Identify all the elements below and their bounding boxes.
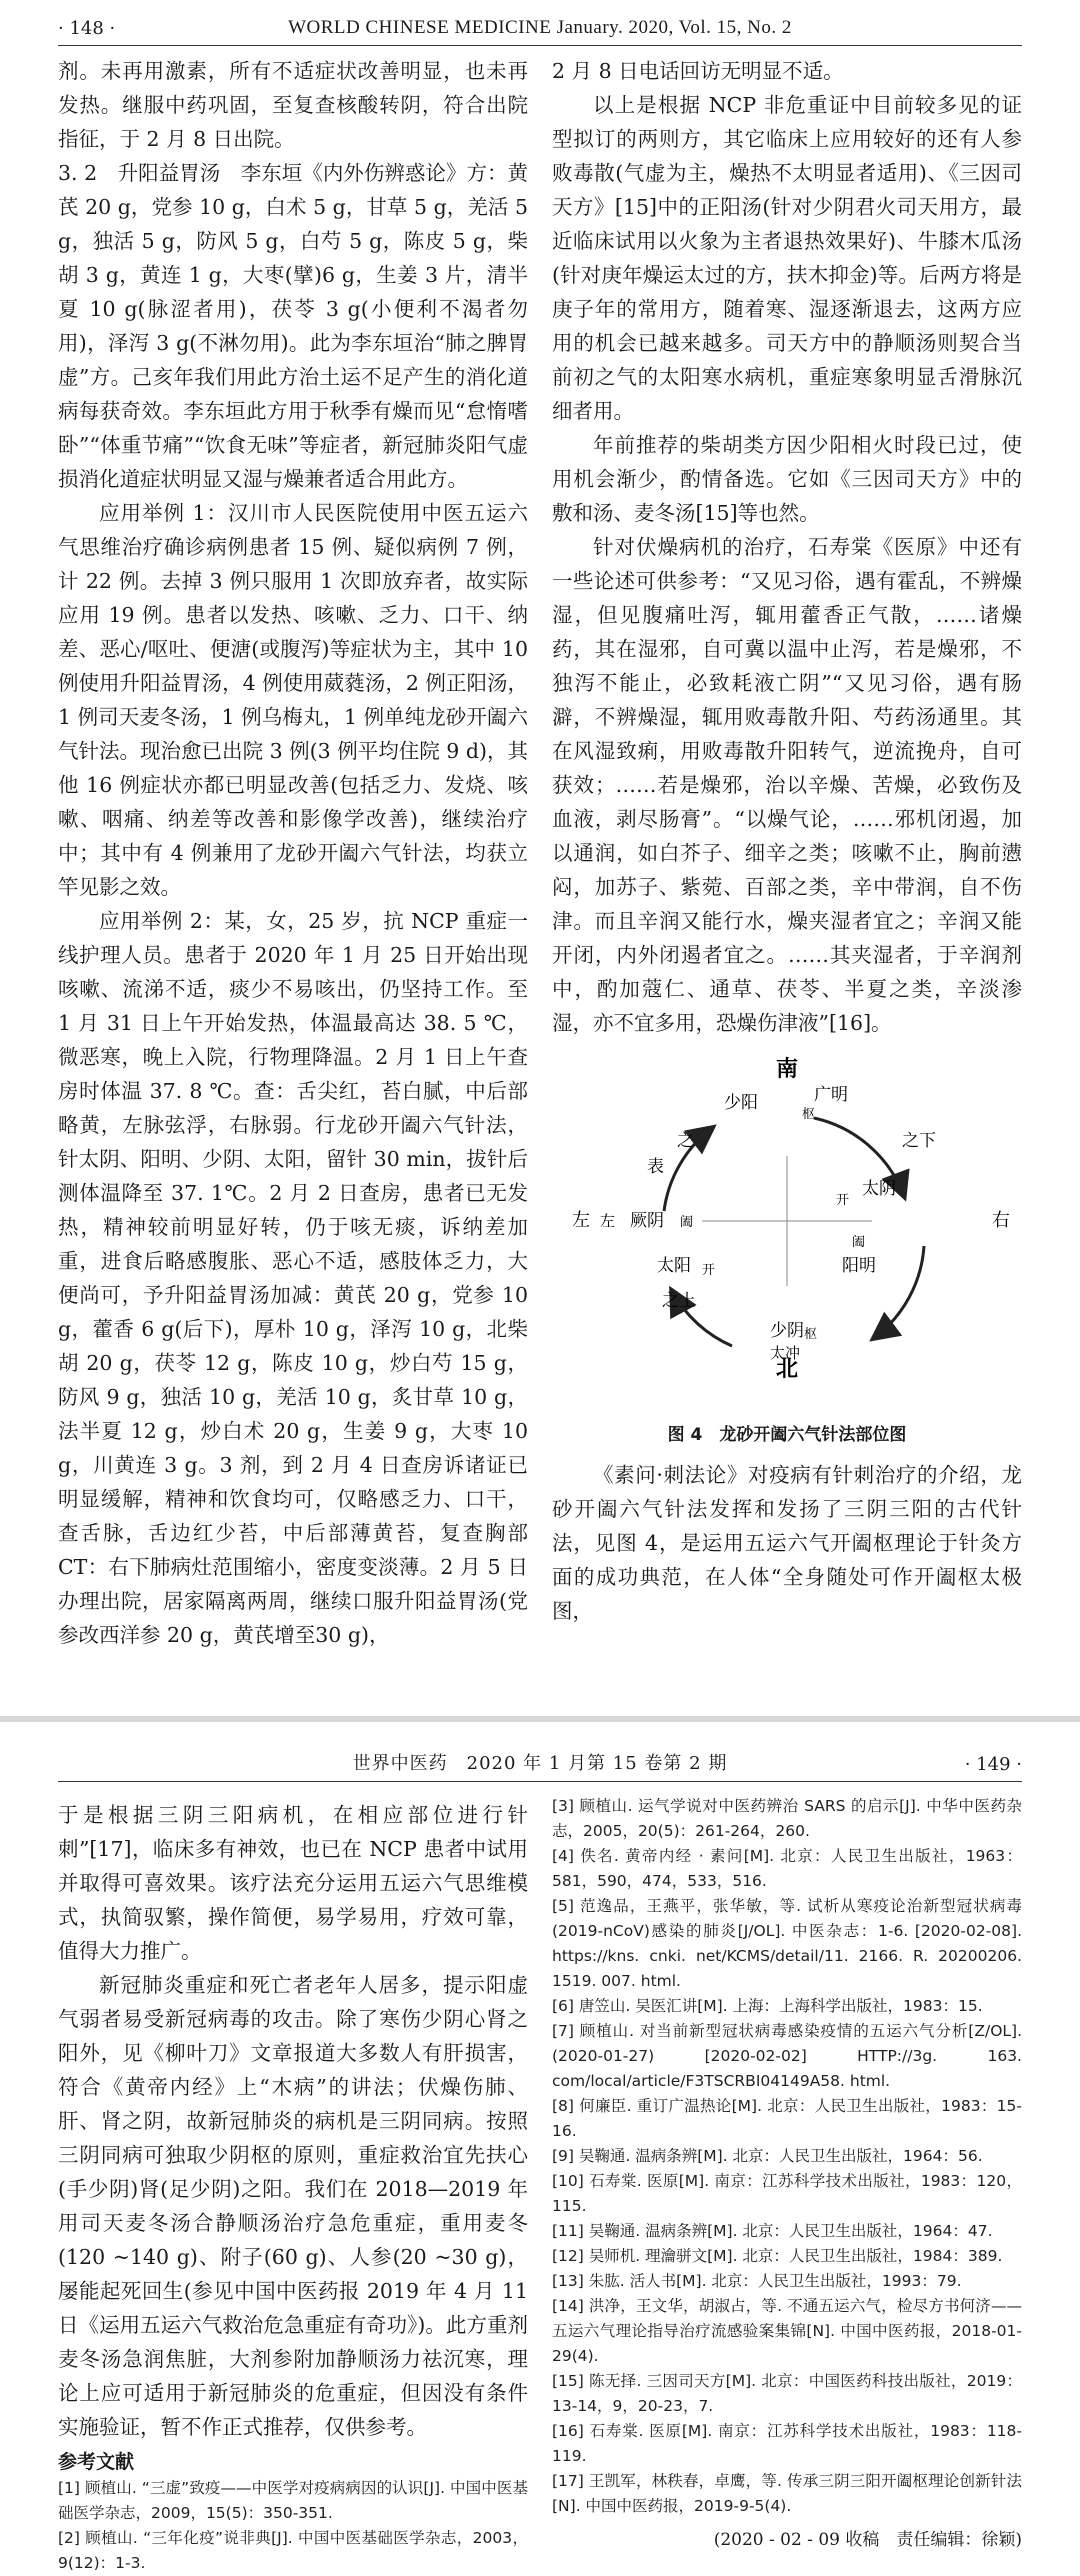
left-label: 左 bbox=[572, 1210, 590, 1231]
biao-label: 表 bbox=[647, 1157, 664, 1177]
reference-item: [11] 吴鞠通. 温病条辨[M]. 北京：人民卫生出版社，1964：47. bbox=[552, 2222, 993, 2240]
reference-item: [17] 王凯军，林秩春，卓鹰，等. 传承三阴三阳开阖枢理论创新针法[N]. 中国中医药报，2019-9-5(4). bbox=[552, 2472, 1022, 2515]
reference-item: [15] 陈无择. 三因司天方[M]. 北京：中国医药科技出版社，2019：13-14，9，20-23，7. bbox=[552, 2372, 1022, 2415]
left-column bbox=[58, 54, 528, 1652]
zhi-shang: 之上 bbox=[662, 1291, 696, 1311]
zhi-label: 之 bbox=[677, 1131, 694, 1151]
page-header bbox=[58, 8, 1022, 46]
paragraph: 新冠肺炎重症和死亡者老年人居多，提示阳虚气弱者易受新冠病毒的攻击。除了寒伤少阴心肾之阳外，见《柳叶刀》文章报道大多数人有肝损害，符合《黄帝内经》上“木病”的讲法；伏燥伤肺、肝、肾之阴，故新冠肺炎的病机是三阴同病。按照三阴同病可独取少阴枢的原则，重症救治宜先扶心(手少阴)肾(足少阴)之阳。我们在 2018—2019 年用司天麦冬汤合静顺汤治疗急危重症，重用麦冬(120 ~140 g)、附子(60 g)、人参(20 ~30 g)，屡能起死回生(参见中国中医药报 2019 年 4 月 11 日《运用五运六气救治危急重症有奇功》)。此方重剂麦冬汤急润焦脏，大剂参附加静顺汤力祛沉寒，理论上应可适用于新冠肺炎的危重症，但因没有条件实施验证，暂不作正式推荐，仅供参考。 bbox=[58, 1973, 528, 2439]
right-label: 右 bbox=[992, 1210, 1010, 1231]
journal-title-cn: 世界中医药 2020 年 1 月第 15 卷第 2 期 bbox=[352, 1753, 728, 1774]
paragraph: 年前推荐的柴胡类方因少阳相火时段已过，使用机会渐少，酌情备选。它如《三因司天方》中的敷和汤、麦冬汤[15]等也然。 bbox=[552, 433, 1022, 525]
paragraph: 以上是根据 NCP 非危重证中目前较多见的证型拟订的两则方，其它临床上应用较好的还有人参败毒散(气虚为主，燥热不太明显者适用)、《三因司天方》[15]中的正阳汤(针对少阴君火司天用方，最近临床试用以火象为主者退热效果好)、牛膝木瓜汤(针对庚年燥运太过的方，扶木抑金)等。后两方将是庚子年的常用方，随着寒、湿逐渐退去，这两方应用的机会已越来越多。司天方中的静顺汤则契合当前初之气的太阳寒水病机，重症寒象明显舌滑脉沉细者用。 bbox=[552, 93, 1022, 423]
figure-4 bbox=[552, 1046, 1022, 1416]
reference-item: [16] 石寿棠. 医原[M]. 南京：江苏科学技术出版社，1983：118-119. bbox=[552, 2422, 1022, 2465]
kaihe-diagram bbox=[552, 1046, 1022, 1386]
taichong: 太冲 bbox=[770, 1344, 801, 1362]
left-column bbox=[58, 1798, 528, 2576]
page-number: · 149 · bbox=[964, 1754, 1022, 1775]
paragraph: 针对伏燥病机的治疗，石寿棠《医原》中还有一些论述可供参考：“又见习俗，遇有霍乱，不辨燥湿，但见腹痛吐泻，辄用藿香正气散，……诸燥药，其在湿邪，自可冀以温中止泻，若是燥邪，不独泻不能止，必致耗液亡阴”“又见习俗，遇有肠澼，不辨燥湿，辄用败毒散升阳、芍药汤通里。其在风湿致痢，用败毒散升阳转气，逆流挽舟，自可获效；……若是燥邪，治以辛燥、苦燥，必致伤及血液，剥尽肠膏”。“以燥气论，……邪机闭遏，加以通润，如白芥子、细辛之类；咳嗽不止，胸前懑闷，加苏子、紫菀、百部之类，辛中带润，自不伤津。而且辛润又能行水，燥夹湿者宜之；辛润又能开闭，内外闭遏者宜之。……其夹湿者，于辛润剂中，酌加蔻仁、通草、茯苓、半夏之类，辛淡渗湿，亦不宜多用，恐燥伤津液”[16]。 bbox=[552, 535, 1022, 1035]
kai-left: 开 bbox=[702, 1263, 716, 1278]
paragraph: 于是根据三阴三阳病机，在相应部位进行针刺”[17]，临床多有神效，也已在 NCP 患者中试用并取得可喜效果。该疗法充分运用五运六气思维模式，执简驭繁，操作简便，易学易用，疗效可靠，值得大力推广。 bbox=[58, 1803, 528, 1963]
shaoyang: 少阳 bbox=[724, 1093, 758, 1113]
shu-bottom: 枢 bbox=[804, 1327, 818, 1342]
shu-top: 枢 bbox=[802, 1107, 816, 1122]
arrow-arc bbox=[874, 1246, 924, 1338]
he-left: 阖 bbox=[680, 1215, 694, 1230]
he-right: 阖 bbox=[852, 1235, 866, 1250]
taiyang: 太阳 bbox=[657, 1256, 691, 1276]
south-label: 北 bbox=[775, 1357, 799, 1382]
references-heading: 参考文献 bbox=[58, 2451, 135, 2473]
paragraph: 《素问·刺法论》对疫病有针刺治疗的介绍，龙砂开阖六气针法发挥和发扬了三阴三阳的古代针法，见图 4，是运用五运六气开阖枢理论于针灸方面的成功典范，在人体“全身随处可作开阖枢太极图， bbox=[552, 1463, 1022, 1623]
reference-item: [4] 佚名. 黄帝内经 · 素问[M]. 北京：人民卫生出版社，1963：581，590，474，533，516. bbox=[552, 1847, 1022, 1890]
guangming: 广明 bbox=[814, 1085, 848, 1105]
right-column bbox=[552, 1794, 1022, 2555]
reference-item: [12] 吴师机. 理瀹骈文[M]. 北京：人民卫生出版社，1984：389. bbox=[552, 2247, 1003, 2265]
right-column bbox=[552, 54, 1022, 1628]
kai-right: 开 bbox=[836, 1193, 850, 1208]
reference-item: [14] 洪净，王文华，胡淑占，等. 不通五运六气，检尽方书何济——五运六气理论指导治疗流感验案集锦[N]. 中国中医药报，2018-01-29(4). bbox=[552, 2297, 1022, 2365]
reference-item: [5] 范逸品，王燕平，张华敏，等. 试析从寒疫论治新型冠状病毒(2019-nCoV)感染的肺炎[J/OL]. 中医杂志：1-6. [2020-02-08]. https://kns. cnki. net/KCMS/detail/11. 2166. R. 20200206. 1519. 007. html. bbox=[552, 1897, 1022, 1990]
page-header bbox=[58, 1744, 1022, 1782]
reference-item: [1] 顾植山. “三虚”致疫——中医学对疫病病因的认识[J]. 中国中医基础医学杂志，2009，15(5)：350-351. bbox=[58, 2479, 528, 2522]
zhi-xia: 之下 bbox=[902, 1131, 936, 1151]
example-1: 应用举例 1：汉川市人民医院使用中医五运六气思维治疗确诊病例患者 15 例、疑似病例 7 例，计 22 例。去掉 3 例只服用 1 次即放弃者，故实际应用 19 例。患者以发热、咳嗽、乏力、口干、纳差、恶心/呕吐、便溏(或腹泻)等症状为主，其中 10 例使用升阳益胃汤，4 例使用葳蕤汤，2 例正阳汤，1 例司天麦冬汤，1 例乌梅丸，1 例单纯龙砂开阖六气针法。现治愈已出院 3 例(3 例平均住院 9 d)，其他 16 例症状亦都已明显改善(包括乏力、发烧、咳嗽、咽痛、纳差等改善和影像学改善)，继续治疗中；其中有 4 例兼用了龙砂开阖六气针法，均获立竿见影之效。 bbox=[58, 501, 528, 899]
paragraph: 2 月 8 日电话回访无明显不适。 bbox=[552, 59, 844, 83]
received-note: (2020 - 02 - 09 收稿 责任编辑：徐颖) bbox=[713, 2530, 1022, 2550]
north-label: 南 bbox=[775, 1057, 799, 1082]
shaoyin: 少阴 bbox=[770, 1321, 804, 1341]
yangming: 阳明 bbox=[842, 1256, 876, 1276]
figure-caption: 图 4 龙砂开阖六气针法部位图 bbox=[667, 1425, 907, 1445]
reference-item: [7] 顾植山. 对当前新型冠状病毒感染疫情的五运六气分析[Z/OL]. (2020-01-27) [2020-02-02] HTTP://3g. 163. com/local/article/F3TSCRBI04149A58. html. bbox=[552, 2022, 1022, 2090]
example-2: 应用举例 2：某，女，25 岁，抗 NCP 重症一线护理人员。患者于 2020 年 1 月 25 日开始出现咳嗽、流涕不适，痰少不易咳出，仍坚持工作。至 1 月 31 日上午开始发热，体温最高达 38. 5 ℃，微恶寒，晚上入院，行物理降温。2 月 1 日上午查房时体温 37. 8 ℃。查：舌尖红，苔白腻，中后部略黄，左脉弦浮，右脉弱。行龙砂开阖六气针法，针太阴、阳明、少阴、太阳，留针 30 min，拔针后测体温降至 37. 1℃。2 月 2 日查房，患者已无发热，精神较前明显好转，仍于咳无痰，诉纳差加重，进食后略感腹胀、恶心不适，感肢体乏力，大便尚可，予升阳益胃汤加减：黄芪 20 g，党参 10 g，藿香 6 g(后下)，厚朴 10 g，泽泻 10 g，北柴胡 20 g，茯苓 12 g，陈皮 10 g，炒白芍 15 g，防风 9 g，独活 10 g，羌活 10 g，炙甘草 10 g，法半夏 12 g，炒白术 20 g，生姜 9 g，大枣 10 g，川黄连 3 g。3 剂，到 2 月 4 日查房诉诸证已明显缓解，精神和饮食均可，仅略感乏力、口干，查舌脉，舌边红少苔，中后部薄黄苔，复查胸部 CT：右下肺病灶范围缩小，密度变淡薄。2 月 5 日办理出院，居家隔离两周，继续口服升阳益胃汤(党参改西洋参 20 g，黄芪增至30 g)， bbox=[58, 909, 528, 1647]
journal-title: WORLD CHINESE MEDICINE January. 2020, Vol. 15, No. 2 bbox=[288, 17, 792, 38]
section-3-2: 3. 2 升阳益胃汤 李东垣《内外伤辨惑论》方：黄芪 20 g，党参 10 g，白术 5 g，甘草 5 g，羌活 5 g，独活 5 g，防风 5 g，白芍 5 g，陈皮 5 g，柴胡 3 g，黄连 1 g，大枣(擘)6 g，生姜 3 片，清半夏 10 g(脉涩者用)，茯苓 3 g(小便利不渴者勿用)，泽泻 3 g(不淋勿用)。此为李东垣治“肺之脾胃虚”方。己亥年我们用此方治土运不足产生的消化道病每获奇效。李东垣此方用于秋季有燥而见“怠惰嗜卧”“体重节痛”“饮食无味”等症者，新冠肺炎阳气虚损消化道症状明显又湿与燥兼者适合用此方。 bbox=[58, 161, 528, 491]
jueyin: 厥阴 bbox=[630, 1211, 664, 1231]
reference-item: [3] 顾植山. 运气学说对中医药辨治 SARS 的启示[J]. 中华中医药杂志，2005，20(5)：261-264，260. bbox=[552, 1797, 1022, 1840]
reference-item: [10] 石寿棠. 医原[M]. 南京：江苏科学技术出版社，1983：120，115. bbox=[552, 2172, 1022, 2215]
page-149 bbox=[0, 1720, 1080, 2572]
reference-item: [6] 唐笠山. 吴医汇讲[M]. 上海：上海科学出版社，1983：15. bbox=[552, 1997, 983, 2015]
reference-item: [8] 何廉臣. 重订广温热论[M]. 北京：人民卫生出版社，1983：15-16. bbox=[552, 2097, 1022, 2140]
reference-item: [13] 朱肱. 活人书[M]. 北京：人民卫生出版社，1993：79. bbox=[552, 2272, 962, 2290]
paragraph: 剂。未再用激素，所有不适症状改善明显，也未再发热。继服中药巩固，至复查核酸转阴，符合出院指征，于 2 月 8 日出院。 bbox=[58, 59, 528, 151]
left-small: 左 bbox=[600, 1212, 616, 1230]
reference-item: [2] 顾植山. “三年化疫”说非典[J]. 中国中医基础医学杂志，2003，9(12)：1-3. bbox=[58, 2529, 528, 2572]
taiyin: 太阴 bbox=[862, 1179, 896, 1199]
page-number: · 148 · bbox=[58, 18, 116, 39]
reference-item: [9] 吴鞠通. 温病条辨[M]. 北京：人民卫生出版社，1964：56. bbox=[552, 2147, 983, 2165]
